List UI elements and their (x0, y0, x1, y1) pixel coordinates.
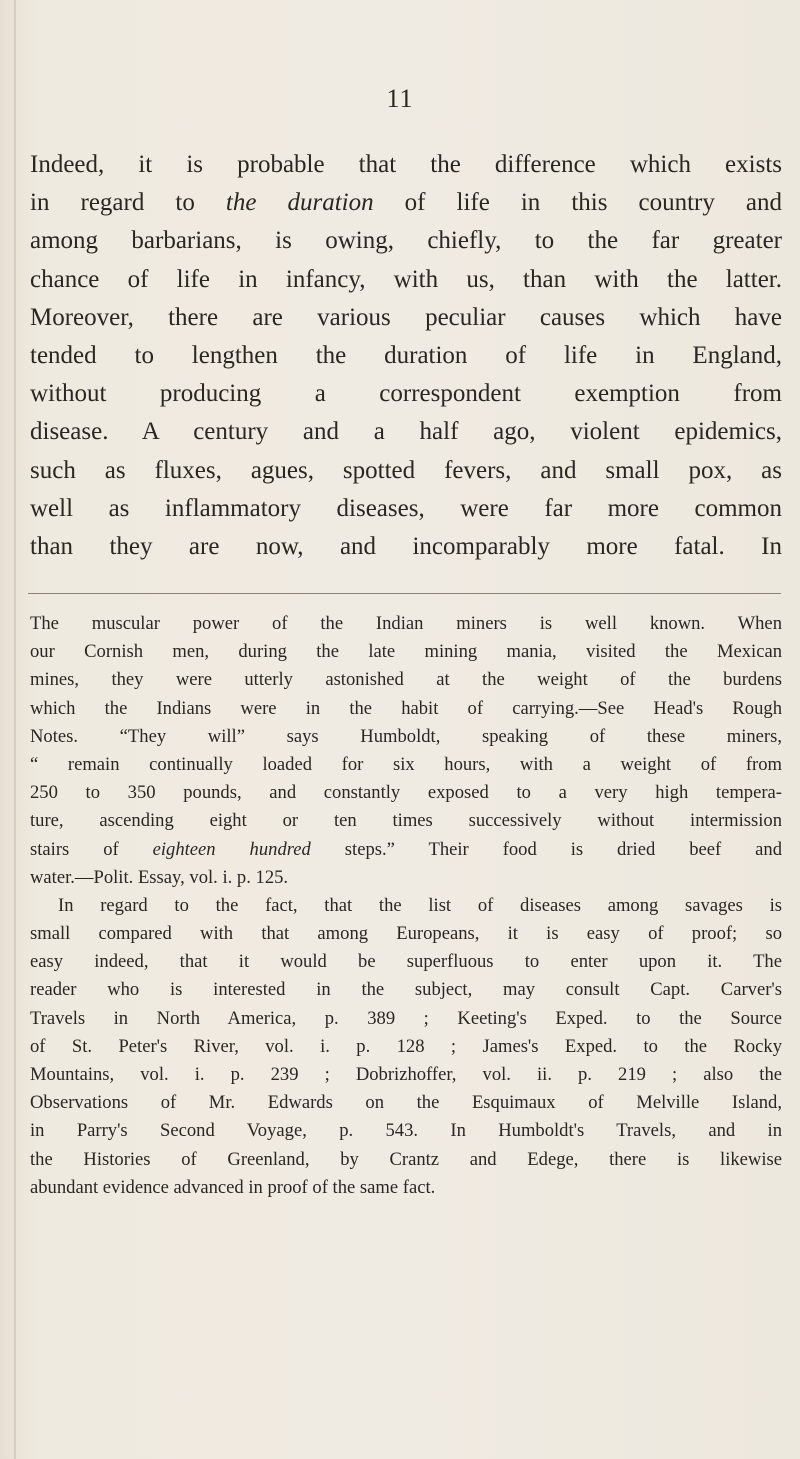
body-paragraph (30, 146, 782, 566)
footnote-line: ture, ascending eight or ten times successively without intermission (30, 810, 782, 832)
italic-phrase: the duration (225, 189, 374, 217)
footnote-line: reader who is interested in the subject, may consult Capt. Carver's (30, 979, 782, 1001)
text-line: without producing a correspondent exemption from (30, 380, 782, 408)
footnote-line: Mountains, vol. i. p. 239 ; Dobrizhoffer, vol. ii. p. 219 ; also the (30, 1064, 782, 1085)
footnote-line: our Cornish men, during the late mining mania, visited the Mexican (30, 641, 782, 663)
footnote-line: “ remain continually loaded for six hours, with a weight of from (30, 753, 782, 775)
footnote-line: of St. Peter's River, vol. i. p. 128 ; James's Exped. to the Rocky (30, 1035, 782, 1057)
footnote-line: water.—Polit. Essay, vol. i. p. 125. (30, 866, 289, 888)
footnote-line: 250 to 350 pounds, and constantly exposed to a very high tempera- (30, 782, 782, 804)
text-line: disease. A century and a half ago, violent epidemics, (30, 418, 782, 446)
text-line: tended to lengthen the duration of life in England, (30, 341, 782, 369)
text-line: in regard to the duration of life in this country and (30, 189, 783, 217)
footnote-line: easy indeed, that it would be superfluous to enter upon it. The (30, 951, 782, 973)
footnote-line: abundant evidence advanced in proof of the same fact. (30, 1176, 436, 1198)
text-line: such as fluxes, agues, spotted fevers, and small pox, as (30, 456, 782, 484)
text-line: than they are now, and incomparably more fatal. In (30, 532, 782, 560)
footnote-line: which the Indians were in the habit of carrying.—See Head's Rough (30, 697, 782, 719)
footnote-line: Notes. “They will” says Humboldt, speaking of these miners, (30, 725, 782, 747)
footnote-line: Observations of Mr. Edwards on the Esquimaux of Melville Island, (30, 1092, 782, 1114)
footnote-line: small compared with that among Europeans, it is easy of proof; so (30, 923, 782, 945)
footnote-line: The muscular power of the Indian miners is well known. When (30, 613, 782, 634)
footnote-divider (28, 593, 781, 594)
text-line: chance of life in infancy, with us, than with the latter. (30, 265, 782, 293)
footnote-line: mines, they were utterly astonished at the weight of the burdens (30, 669, 782, 691)
italic-phrase: eighteen hundred (152, 838, 311, 860)
gutter-shadow (14, 0, 16, 1459)
text-line: Indeed, it is probable that the difference which exists (30, 151, 782, 178)
text-line: Moreover, there are various peculiar causes which have (30, 303, 782, 331)
footnotes (30, 610, 782, 1202)
footnote-line: the Histories of Greenland, by Crantz and Edege, there is likewise (30, 1148, 782, 1170)
footnote-line: stairs of eighteen hundred steps.” Their food is dried beef and (30, 838, 782, 860)
footnote-line: Travels in North America, p. 389 ; Keeting's Exped. to the Source (30, 1007, 782, 1029)
text-line: well as inflammatory diseases, were far more common (30, 494, 782, 522)
page-number: 11 (386, 84, 414, 113)
footnote-line: in Parry's Second Voyage, p. 543. In Humboldt's Travels, and in (30, 1120, 782, 1142)
text-line: among barbarians, is owing, chiefly, to the far greater (30, 227, 782, 255)
footnote-line: In regard to the fact, that the list of diseases among savages is (58, 894, 782, 916)
